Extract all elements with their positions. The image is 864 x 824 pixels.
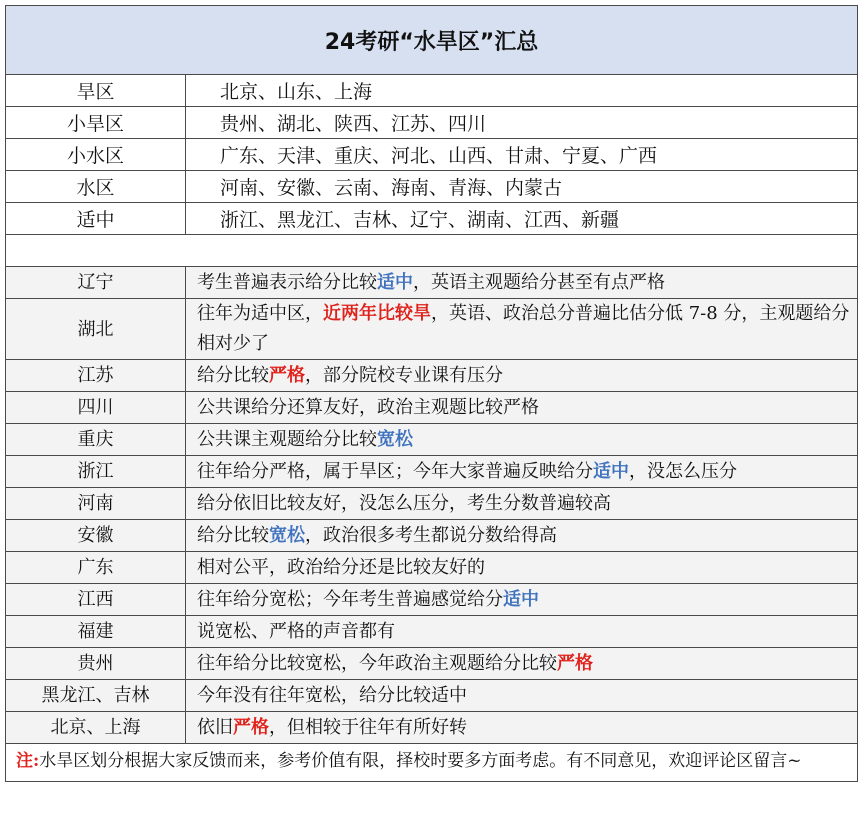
region-provinces: 浙江、黑龙江、吉林、辽宁、湖南、江西、新疆 xyxy=(186,203,858,235)
province-comment xyxy=(186,392,858,424)
province-name: 福建 xyxy=(6,616,186,648)
province-row xyxy=(6,648,858,680)
comment-text: 依旧 xyxy=(197,717,233,738)
summary-table xyxy=(5,5,858,782)
province-comment xyxy=(186,456,858,488)
province-comment xyxy=(186,520,858,552)
province-row xyxy=(6,712,858,744)
highlight-text: 严格 xyxy=(557,653,593,674)
province-row xyxy=(6,392,858,424)
comment-text: ，但相较于往年有所好转 xyxy=(269,717,467,738)
note-cell xyxy=(6,744,858,782)
province-comment xyxy=(186,616,858,648)
comment-text: 公共课给分还算友好，政治主观题比较严格 xyxy=(197,397,539,418)
region-row xyxy=(6,171,858,203)
highlight-text: 宽松 xyxy=(377,429,413,450)
highlight-text: 严格 xyxy=(269,365,305,386)
comment-text: 相对公平，政治给分还是比较友好的 xyxy=(197,557,485,578)
highlight-text: 近两年比较旱 xyxy=(323,303,431,324)
province-name: 四川 xyxy=(6,392,186,424)
comment-text: ，没怎么压分 xyxy=(629,461,737,482)
note-label: 注: xyxy=(16,751,40,771)
province-row xyxy=(6,488,858,520)
comment-text: 公共课主观题给分比较 xyxy=(197,429,377,450)
comment-text: 往年为适中区， xyxy=(197,303,323,324)
province-name: 江苏 xyxy=(6,360,186,392)
comment-text: ，政治很多考生都说分数给得高 xyxy=(305,525,557,546)
separator-row xyxy=(6,235,858,267)
province-name: 广东 xyxy=(6,552,186,584)
region-label: 旱区 xyxy=(6,75,186,107)
table-title: 24考研“水旱区”汇总 xyxy=(6,6,858,75)
comment-text: ，部分院校专业课有压分 xyxy=(305,365,503,386)
province-name: 安徽 xyxy=(6,520,186,552)
province-comment xyxy=(186,552,858,584)
province-row xyxy=(6,552,858,584)
province-row xyxy=(6,584,858,616)
province-row xyxy=(6,267,858,299)
region-row xyxy=(6,139,858,171)
region-row xyxy=(6,107,858,139)
province-row xyxy=(6,360,858,392)
province-name: 浙江 xyxy=(6,456,186,488)
highlight-text: 严格 xyxy=(233,717,269,738)
province-comment xyxy=(186,299,858,360)
region-label: 小水区 xyxy=(6,139,186,171)
province-row xyxy=(6,616,858,648)
comment-text: 往年给分宽松；今年考生普遍感觉给分 xyxy=(197,589,503,610)
province-name: 黑龙江、吉林 xyxy=(6,680,186,712)
province-row xyxy=(6,520,858,552)
region-row xyxy=(6,75,858,107)
province-row xyxy=(6,680,858,712)
highlight-text: 适中 xyxy=(503,589,539,610)
summary-table-container xyxy=(5,5,857,782)
comment-text: 往年给分严格，属于旱区；今年大家普遍反映给分 xyxy=(197,461,593,482)
comment-text: ，英语、政治总分普遍比估分低 7-8 分，主观题给分相对少了 xyxy=(197,303,850,354)
region-provinces: 贵州、湖北、陕西、江苏、四川 xyxy=(186,107,858,139)
province-row xyxy=(6,424,858,456)
province-name: 北京、上海 xyxy=(6,712,186,744)
province-comment xyxy=(186,712,858,744)
separator-cell xyxy=(6,235,858,267)
region-provinces: 河南、安徽、云南、海南、青海、内蒙古 xyxy=(186,171,858,203)
comment-text: 今年没有往年宽松，给分比较适中 xyxy=(197,685,467,706)
comment-text: 给分比较 xyxy=(197,525,269,546)
province-comment xyxy=(186,680,858,712)
region-provinces: 广东、天津、重庆、河北、山西、甘肃、宁夏、广西 xyxy=(186,139,858,171)
province-name: 贵州 xyxy=(6,648,186,680)
province-comment xyxy=(186,648,858,680)
province-row xyxy=(6,299,858,360)
region-label: 小旱区 xyxy=(6,107,186,139)
comment-text: ，英语主观题给分甚至有点严格 xyxy=(413,272,665,293)
highlight-text: 适中 xyxy=(593,461,629,482)
province-name: 辽宁 xyxy=(6,267,186,299)
highlight-text: 适中 xyxy=(377,272,413,293)
province-comment xyxy=(186,424,858,456)
note-text: 水旱区划分根据大家反馈而来，参考价值有限，择校时要多方面考虑。有不同意见，欢迎评论区留言~ xyxy=(39,751,802,771)
note-row xyxy=(6,744,858,782)
region-provinces: 北京、山东、上海 xyxy=(186,75,858,107)
province-comment xyxy=(186,488,858,520)
province-name: 湖北 xyxy=(6,299,186,360)
region-label: 适中 xyxy=(6,203,186,235)
province-name: 河南 xyxy=(6,488,186,520)
province-name: 江西 xyxy=(6,584,186,616)
province-comment xyxy=(186,267,858,299)
province-name: 重庆 xyxy=(6,424,186,456)
comment-text: 给分比较 xyxy=(197,365,269,386)
province-row xyxy=(6,456,858,488)
comment-text: 给分依旧比较友好，没怎么压分，考生分数普遍较高 xyxy=(197,493,611,514)
comment-text: 考生普遍表示给分比较 xyxy=(197,272,377,293)
comment-text: 往年给分比较宽松，今年政治主观题给分比较 xyxy=(197,653,557,674)
region-row xyxy=(6,203,858,235)
highlight-text: 宽松 xyxy=(269,525,305,546)
province-comment xyxy=(186,360,858,392)
comment-text: 说宽松、严格的声音都有 xyxy=(197,621,395,642)
province-comment xyxy=(186,584,858,616)
region-label: 水区 xyxy=(6,171,186,203)
